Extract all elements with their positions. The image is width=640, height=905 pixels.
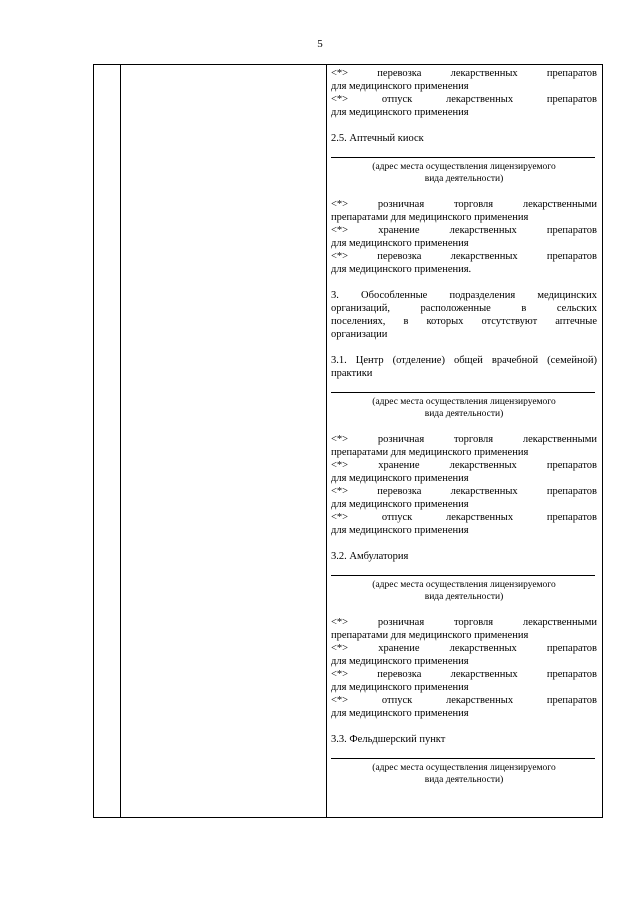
- address-caption: [331, 759, 597, 786]
- activity-list: [331, 198, 597, 276]
- paragraph-line: организации: [331, 329, 388, 340]
- paragraph-line: организаций, расположенные в сельских: [331, 303, 597, 314]
- address-caption-line: (адрес места осуществления лицензируемого: [372, 162, 556, 172]
- address-caption-line: (адрес места осуществления лицензируемого: [372, 763, 556, 773]
- activity-item-line: препаратами для медицинского применения: [331, 212, 529, 223]
- section-title: 3.3. Фельдшерский пункт: [331, 734, 446, 745]
- paragraph-line: поселениях, в которых отсутствуют аптечные: [331, 316, 597, 327]
- activity-item-line: для медицинского применения: [331, 238, 469, 249]
- section-3-paragraph: [331, 289, 597, 341]
- address-caption: [331, 393, 597, 420]
- activity-item-line: для медицинского применения: [331, 525, 469, 536]
- address-caption-line: (адрес места осуществления лицензируемого: [372, 397, 556, 407]
- table-top-border: [93, 64, 603, 65]
- activity-item-line: для медицинского применения: [331, 499, 469, 510]
- address-caption-line: вида деятельности): [424, 174, 504, 184]
- activity-item-line: <*> хранение лекарственных препаратов: [331, 460, 597, 471]
- activity-item-line: <*> розничная торговля лекарственными: [331, 434, 597, 445]
- activity-item-line: для медицинского применения: [331, 682, 469, 693]
- activity-item-line: <*> отпуск лекарственных препаратов: [331, 695, 597, 706]
- activity-item-line: препаратами для медицинского применения: [331, 630, 529, 641]
- activity-item-line: <*> перевозка лекарственных препаратов: [331, 669, 597, 680]
- activity-item-line: для медицинского применения: [331, 81, 469, 92]
- license-activities-cell: [331, 67, 597, 786]
- section-title-line: практики: [331, 368, 373, 379]
- activity-item-line: <*> розничная торговля лекарственными: [331, 199, 597, 210]
- section-title-line: 3.1. Центр (отделение) общей врачебной (семейной): [331, 355, 597, 366]
- activity-item-line: <*> перевозка лекарственных препаратов: [331, 251, 597, 262]
- section-title: [331, 354, 597, 380]
- address-caption-line: вида деятельности): [424, 775, 504, 785]
- activity-item-line: для медицинского применения.: [331, 264, 472, 275]
- activity-item-line: для медицинского применения: [331, 473, 469, 484]
- page-number: 5: [317, 38, 323, 50]
- activity-item-line: для медицинского применения: [331, 107, 469, 118]
- activity-item-line: препаратами для медицинского применения: [331, 447, 529, 458]
- address-caption-line: вида деятельности): [424, 592, 504, 602]
- activity-item-line: для медицинского применения: [331, 708, 469, 719]
- activity-item-line: <*> хранение лекарственных препаратов: [331, 643, 597, 654]
- activity-item-line: <*> розничная торговля лекарственными: [331, 617, 597, 628]
- address-caption: [331, 576, 597, 603]
- activity-item-line: <*> отпуск лекарственных препаратов: [331, 94, 597, 105]
- activity-list: [331, 67, 597, 119]
- address-caption-line: вида деятельности): [424, 409, 504, 419]
- section-title: 3.2. Амбулатория: [331, 551, 409, 562]
- activity-item-line: для медицинского применения: [331, 656, 469, 667]
- table-bottom-border: [93, 817, 603, 818]
- table-col-border-4: [602, 64, 603, 818]
- address-caption-line: (адрес места осуществления лицензируемого: [372, 580, 556, 590]
- activity-item-line: <*> перевозка лекарственных препаратов: [331, 486, 597, 497]
- table-col-border-2: [120, 64, 121, 818]
- address-caption: [331, 158, 597, 185]
- table-col-border-3: [326, 64, 327, 818]
- activity-list: [331, 433, 597, 537]
- activity-item-line: <*> отпуск лекарственных препаратов: [331, 512, 597, 523]
- table-col-border-1: [93, 64, 94, 818]
- section-title: 2.5. Аптечный киоск: [331, 133, 424, 144]
- activity-item-line: <*> хранение лекарственных препаратов: [331, 225, 597, 236]
- activity-list: [331, 616, 597, 720]
- paragraph-line: 3. Обособленные подразделения медицинских: [331, 290, 597, 301]
- activity-item-line: <*> перевозка лекарственных препаратов: [331, 68, 597, 79]
